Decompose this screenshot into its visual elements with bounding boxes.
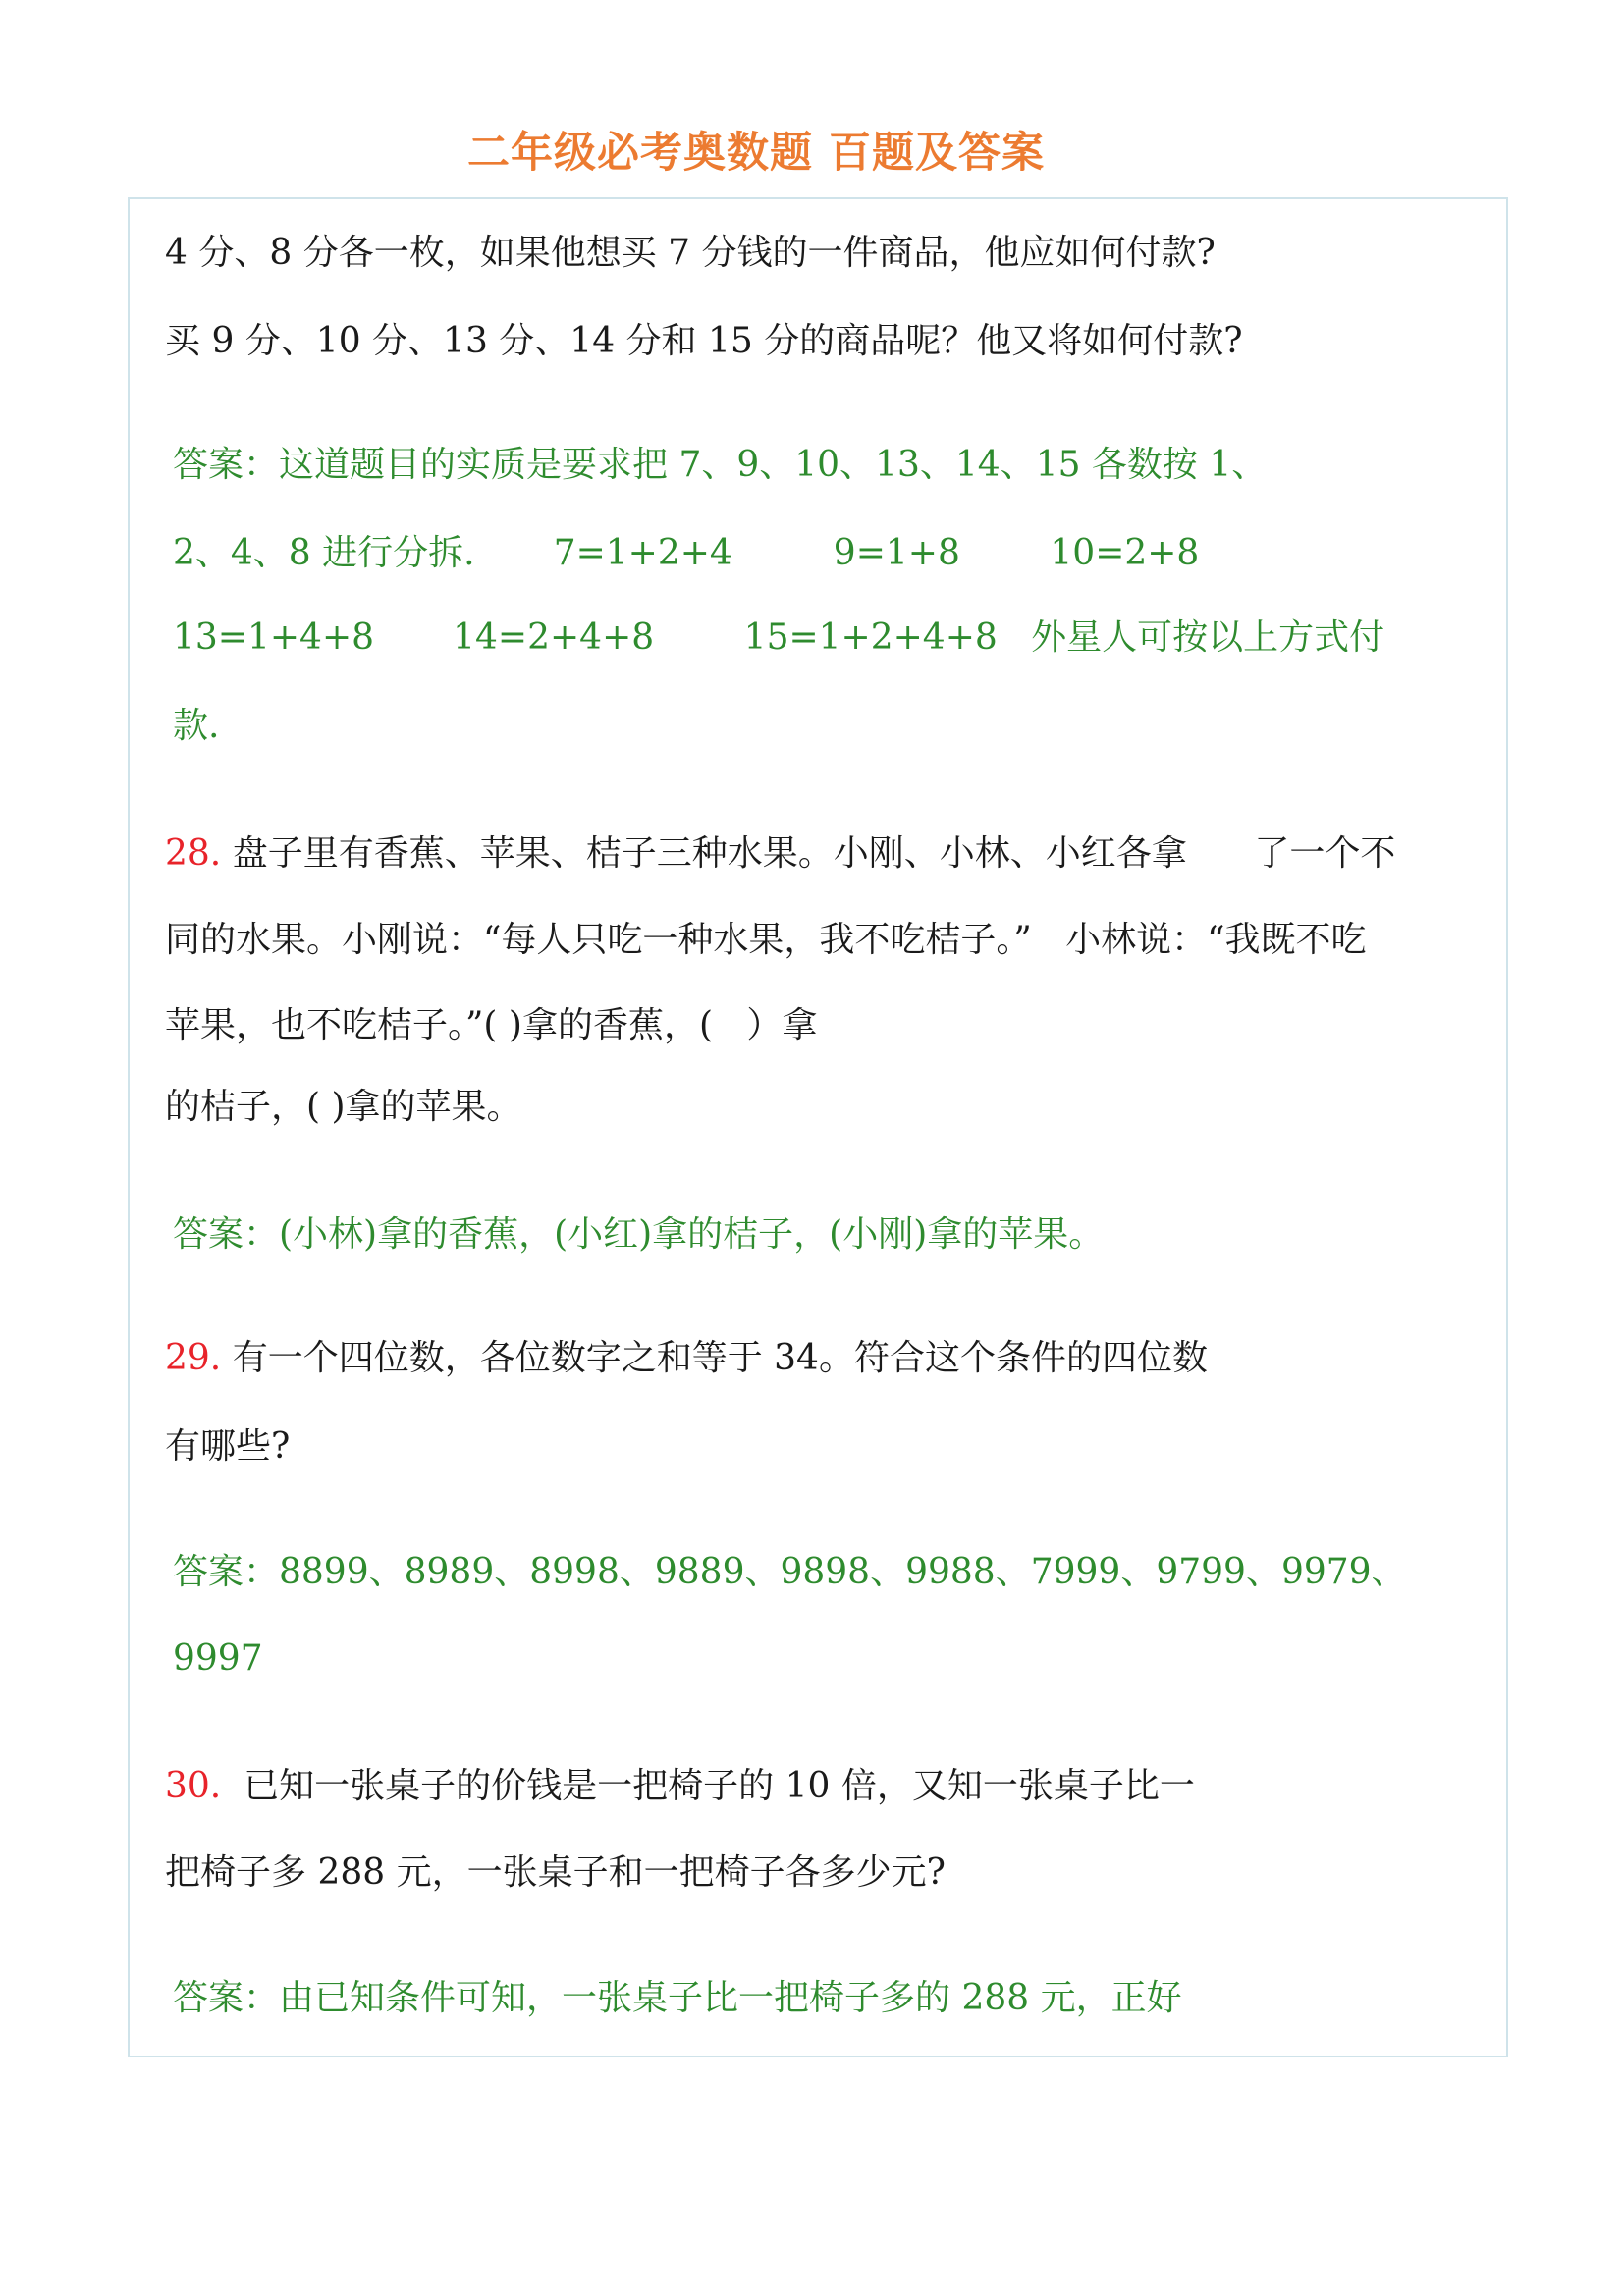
q30-number: 30. [165,1766,222,1806]
q28-number: 28. [165,833,222,874]
q30-line-1 [165,1766,1195,1806]
q27-line-1: 4 分、8 分各一枚，如果他想买 7 分钱的一件商品，他应如何付款? [165,233,1216,273]
q29-answer-line-1: 答案：8899、8989、8998、9889、9898、9988、7999、9799、9979、 [173,1552,1407,1592]
q29-line-1 [165,1338,1208,1378]
q30-answer: 答案：由已知条件可知，一张桌子比一把椅子多的 288 元，正好 [173,1978,1182,2018]
q30-line-2: 把椅子多 288 元，一张桌子和一把椅子各多少元? [165,1852,946,1893]
q28-line-1 [165,833,1396,874]
page-title: 二年级必考奥数题 百题及答案 [467,129,1045,178]
q27-answer-line-3: 13=1+4+8 14=2+4+8 15=1+2+4+8 外星人可按以上方式付 [173,617,1385,658]
q29-text-1: 有一个四位数，各位数字之和等于 34。符合这个条件的四位数 [221,1338,1208,1378]
q29-answer-line-2: 9997 [173,1638,263,1679]
q30-text-1: 已知一张桌子的价钱是一把椅子的 10 倍，又知一张桌子比一 [221,1766,1195,1806]
q29-number: 29. [165,1338,222,1378]
q27-line-2: 买 9 分、10 分、13 分、14 分和 15 分的商品呢？他又将如何付款? [165,321,1243,361]
q28-text-1: 盘子里有香蕉、苹果、桔子三种水果。小刚、小林、小红各拿 了一个不 [221,833,1396,874]
q28-line-2: 同的水果。小刚说：“每人只吃一种水果，我不吃桔子。” 小林说：“我既不吃 [165,920,1367,960]
q28-line-3: 苹果，也不吃桔子。”( )拿的香蕉，( ）拿 [165,1005,818,1045]
q28-answer: 答案：(小林)拿的香蕉，(小红)拿的桔子，(小刚)拿的苹果。 [173,1214,1105,1255]
q27-answer-line-2: 2、4、8 进行分拆. 7=1+2+4 9=1+8 10=2+8 [173,533,1200,573]
q28-line-4: 的桔子，( )拿的苹果。 [165,1087,522,1127]
q29-line-2: 有哪些? [165,1426,291,1467]
q27-answer-line-1: 答案：这道题目的实质是要求把 7、9、10、13、14、15 各数按 1、 [173,445,1268,485]
q27-answer-line-4: 款. [173,706,220,746]
